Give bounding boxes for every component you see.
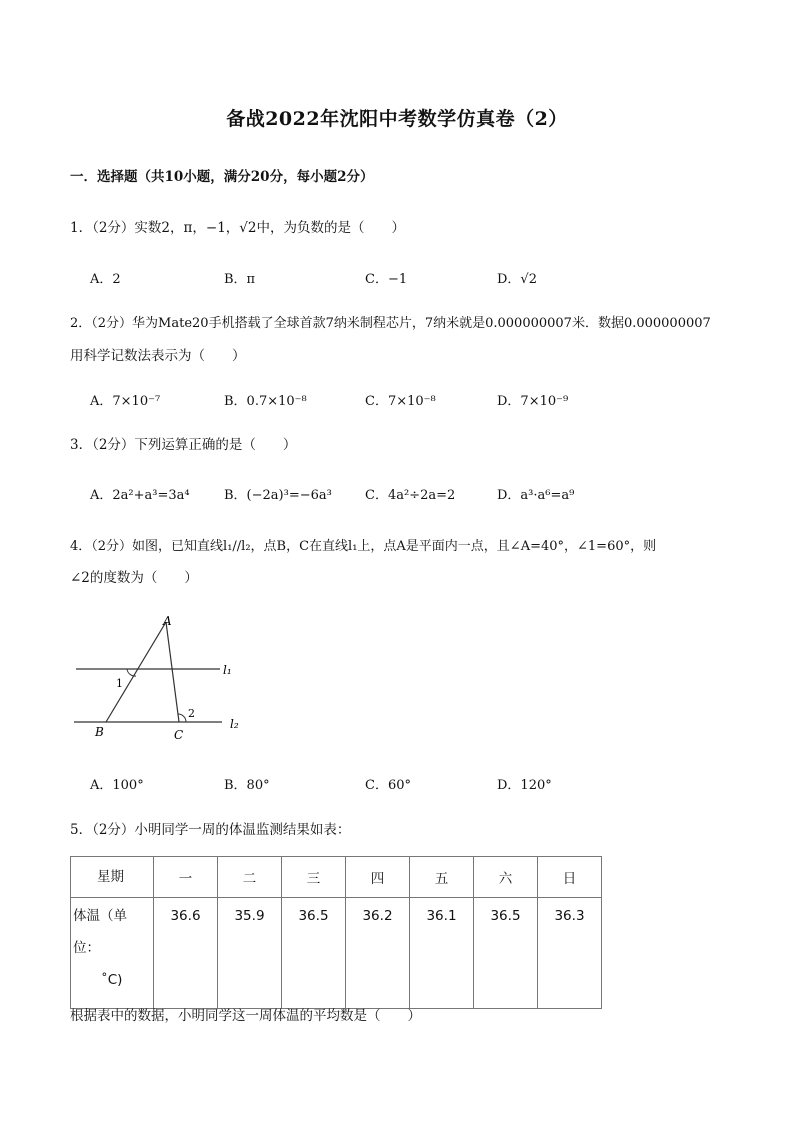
- q4-option-a: A．100°: [90, 778, 144, 793]
- table-temp: 35.9: [218, 898, 282, 1009]
- q2-option-c: C．7×10⁻⁸: [365, 394, 436, 409]
- temperature-header-line1: 体温（单位：: [73, 908, 127, 956]
- table-day: 六: [474, 857, 538, 898]
- label-b: B: [95, 725, 104, 739]
- q1-option-d: D．√2: [497, 272, 537, 287]
- section-heading: 一．选择题（共10小题，满分20分，每小题2分）: [70, 169, 374, 185]
- q2-option-a: A．7×10⁻⁷: [90, 394, 161, 409]
- q3-option-a: A．2a²+a³=3a⁴: [90, 488, 190, 503]
- table-day: 二: [218, 857, 282, 898]
- question-5-stem: 5．（2分）小明同学一周的体温监测结果如表：: [70, 822, 351, 838]
- label-angle-1: 1: [116, 677, 123, 690]
- question-3-stem: 3．（2分）下列运算正确的是（ ）: [70, 437, 297, 453]
- label-l2: l₂: [230, 717, 239, 731]
- q2-option-b: B．0.7×10⁻⁸: [224, 394, 307, 409]
- label-a: A: [163, 614, 172, 628]
- table-day: 四: [346, 857, 410, 898]
- temperature-header-line2: ˚C): [101, 972, 123, 988]
- q2-option-d: D．7×10⁻⁹: [497, 394, 569, 409]
- table-header-weekday: 星期: [71, 857, 154, 898]
- table-temp: 36.2: [346, 898, 410, 1009]
- table-temp: 36.3: [538, 898, 602, 1009]
- question-2-stem-line1: 2．（2分）华为Mate20手机搭载了全球首款7纳米制程芯片，7纳米就是0.000000007米．数据0.000000007: [70, 316, 711, 331]
- table-temp: 36.6: [154, 898, 218, 1009]
- temperature-table: [70, 856, 602, 1009]
- table-day: 一: [154, 857, 218, 898]
- table-temp: 36.1: [410, 898, 474, 1009]
- table-row: [71, 898, 602, 1009]
- table-header-temperature: [71, 898, 154, 1009]
- paper-title: 备战2022年沈阳中考数学仿真卷（2）: [226, 108, 568, 130]
- q1-option-b: B．π: [224, 272, 256, 287]
- question-2-stem-line2: 用科学记数法表示为（ ）: [70, 348, 246, 364]
- q3-option-c: C．4a²÷2a=2: [365, 488, 456, 503]
- q1-option-c: C．−1: [365, 272, 408, 287]
- table-day: 五: [410, 857, 474, 898]
- table-temp: 36.5: [474, 898, 538, 1009]
- q4-option-d: D．120°: [497, 778, 552, 793]
- table-row: [71, 857, 602, 898]
- segment-ac: [166, 622, 179, 722]
- question-4-stem-line1: 4．（2分）如图，已知直线l₁//l₂，点B，C在直线l₁上，点A是平面内一点，且∠A=40°，∠1=60°，则: [70, 539, 657, 554]
- q3-option-d: D．a³·a⁶=a⁹: [497, 488, 575, 503]
- question-4-stem-line2: ∠2的度数为（ ）: [70, 570, 198, 586]
- question-1-stem: 1．（2分）实数2，π，−1，√2中，为负数的是（ ）: [70, 220, 405, 236]
- q4-option-b: B．80°: [224, 778, 270, 793]
- segment-ab: [106, 622, 166, 722]
- table-day: 三: [282, 857, 346, 898]
- q3-option-b: B．(−2a)³=−6a³: [224, 488, 332, 503]
- q1-option-a: A．2: [90, 272, 121, 287]
- question-5-after-table: 根据表中的数据，小明同学这一周体温的平均数是（ ）: [70, 1008, 421, 1024]
- label-angle-2: 2: [188, 707, 195, 720]
- q4-option-c: C．60°: [365, 778, 411, 793]
- label-l1: l₁: [223, 663, 232, 677]
- geometry-figure: [70, 610, 260, 745]
- table-day: 日: [538, 857, 602, 898]
- table-temp: 36.5: [282, 898, 346, 1009]
- label-c: C: [174, 728, 184, 742]
